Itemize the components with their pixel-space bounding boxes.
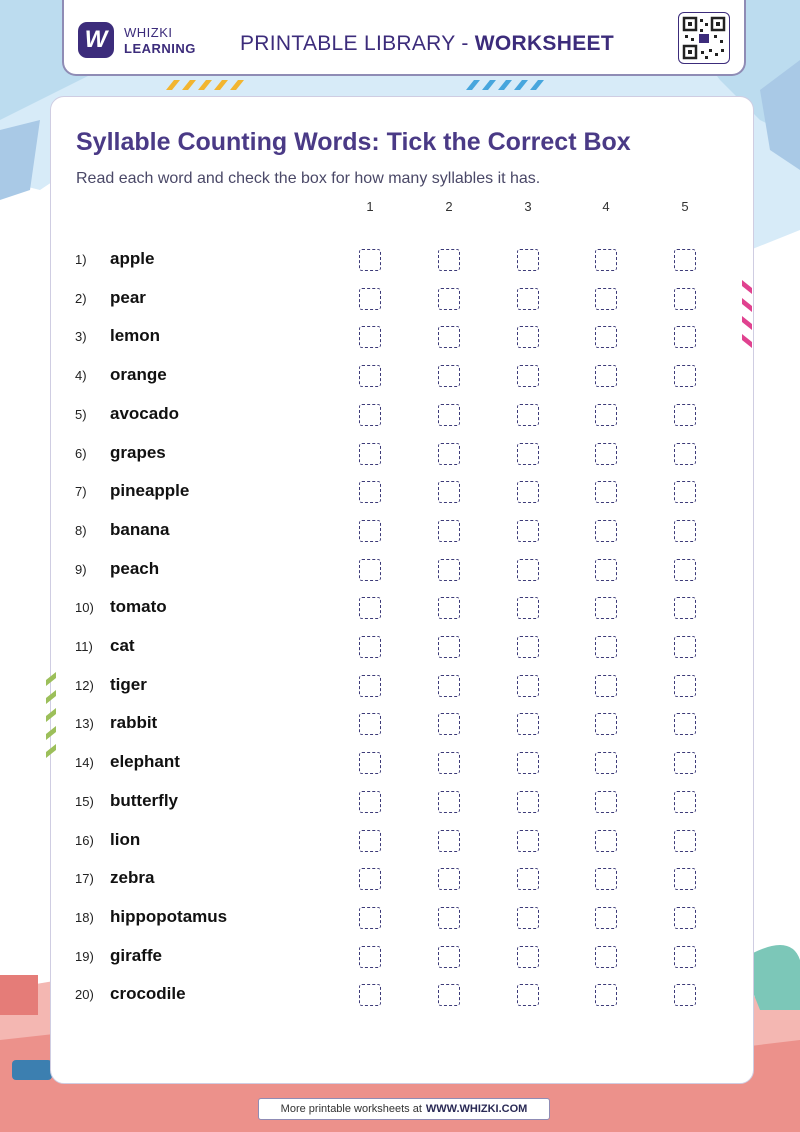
word-row (0, 555, 800, 585)
syllable-checkbox-3[interactable] (517, 404, 539, 426)
syllable-checkbox-5[interactable] (674, 326, 696, 348)
syllable-checkbox-4[interactable] (595, 907, 617, 929)
syllable-checkbox-4[interactable] (595, 946, 617, 968)
row-number: 18) (75, 909, 94, 925)
syllable-checkbox-2[interactable] (438, 868, 460, 890)
row-number: 17) (75, 871, 94, 887)
word-label: lemon (110, 326, 161, 346)
row-number: 9) (75, 561, 87, 577)
syllable-checkbox-4[interactable] (595, 288, 617, 310)
syllable-checkbox-1[interactable] (359, 907, 381, 929)
syllable-checkbox-5[interactable] (674, 946, 696, 968)
word-label: elephant (110, 752, 180, 772)
row-number: 10) (75, 600, 94, 616)
syllable-checkbox-2[interactable] (438, 675, 460, 697)
syllable-checkbox-3[interactable] (517, 520, 539, 542)
brand-line-2: LEARNING (124, 41, 196, 56)
row-number: 2) (75, 290, 87, 306)
word-row (0, 903, 800, 933)
syllable-checkbox-4[interactable] (595, 752, 617, 774)
word-row (0, 709, 800, 739)
footer-link[interactable] (258, 1098, 550, 1120)
footer-site[interactable]: WWW.WHIZKI.COM (425, 1103, 528, 1115)
column-header-1: 1 (366, 199, 374, 214)
syllable-checkbox-1[interactable] (359, 326, 381, 348)
word-row (0, 787, 800, 817)
syllable-checkbox-1[interactable] (359, 791, 381, 813)
syllable-checkbox-2[interactable] (438, 326, 460, 348)
word-row (0, 671, 800, 701)
word-label: cat (110, 636, 135, 655)
row-number: 19) (75, 948, 94, 964)
syllable-checkbox-3[interactable] (517, 597, 539, 619)
syllable-checkbox-5[interactable] (674, 713, 696, 735)
syllable-checkbox-2[interactable] (438, 636, 460, 658)
syllable-checkbox-5[interactable] (674, 636, 696, 658)
syllable-checkbox-4[interactable] (595, 249, 617, 271)
syllable-checkbox-4[interactable] (595, 365, 617, 387)
row-number: 3) (75, 329, 87, 345)
word-label: apple (110, 249, 155, 268)
word-row (0, 361, 800, 391)
syllable-checkbox-3[interactable] (517, 365, 539, 387)
syllable-checkbox-1[interactable] (359, 559, 381, 581)
syllable-checkbox-2[interactable] (438, 946, 460, 968)
syllable-checkbox-3[interactable] (517, 752, 539, 774)
word-label: zebra (110, 868, 155, 888)
syllable-checkbox-5[interactable] (674, 481, 696, 503)
row-number: 15) (75, 793, 94, 809)
column-header-2: 2 (445, 199, 453, 214)
syllable-checkbox-2[interactable] (438, 288, 460, 310)
word-row (0, 245, 800, 275)
syllable-checkbox-3[interactable] (517, 907, 539, 929)
syllable-checkbox-3[interactable] (517, 675, 539, 697)
brand-line-1: WHIZKI (124, 25, 173, 40)
syllable-checkbox-1[interactable] (359, 520, 381, 542)
syllable-checkbox-2[interactable] (438, 713, 460, 735)
syllable-checkbox-2[interactable] (438, 752, 460, 774)
word-row (0, 593, 800, 623)
word-row (0, 439, 800, 469)
word-row (0, 322, 800, 352)
syllable-checkbox-4[interactable] (595, 713, 617, 735)
syllable-checkbox-5[interactable] (674, 907, 696, 929)
syllable-checkbox-1[interactable] (359, 675, 381, 697)
syllable-checkbox-3[interactable] (517, 249, 539, 271)
row-number: 6) (75, 445, 87, 461)
word-label: lion (110, 829, 141, 849)
syllable-checkbox-1[interactable] (359, 984, 381, 1006)
syllable-checkbox-5[interactable] (674, 868, 696, 890)
word-label: avocado (110, 403, 179, 423)
syllable-checkbox-5[interactable] (674, 597, 696, 619)
column-header-5: 5 (681, 199, 689, 214)
qr-code-graphic (679, 13, 729, 63)
word-label: pineapple (110, 481, 190, 501)
word-row (0, 632, 800, 662)
word-label: tomato (110, 597, 167, 617)
word-label: pear (110, 287, 146, 307)
syllable-checkbox-5[interactable] (674, 365, 696, 387)
syllable-checkbox-1[interactable] (359, 481, 381, 503)
syllable-checkbox-2[interactable] (438, 907, 460, 929)
word-label: peach (110, 558, 160, 578)
syllable-checkbox-4[interactable] (595, 675, 617, 697)
syllable-checkbox-1[interactable] (359, 288, 381, 310)
syllable-checkbox-5[interactable] (674, 984, 696, 1006)
syllable-checkbox-1[interactable] (359, 636, 381, 658)
syllable-checkbox-1[interactable] (359, 365, 381, 387)
syllable-checkbox-3[interactable] (517, 443, 539, 465)
column-header-3: 3 (524, 199, 532, 214)
row-number: 14) (75, 755, 94, 771)
yellow-stripe-decoration (162, 80, 252, 92)
syllable-checkbox-5[interactable] (674, 675, 696, 697)
syllable-checkbox-1[interactable] (359, 713, 381, 735)
syllable-checkbox-2[interactable] (438, 443, 460, 465)
syllable-checkbox-5[interactable] (674, 288, 696, 310)
syllable-checkbox-4[interactable] (595, 791, 617, 813)
syllable-checkbox-3[interactable] (517, 326, 539, 348)
row-number: 11) (75, 639, 93, 654)
word-row (0, 477, 800, 507)
syllable-checkbox-1[interactable] (359, 404, 381, 426)
word-label: butterfly (110, 790, 178, 810)
word-row (0, 864, 800, 894)
syllable-checkbox-1[interactable] (359, 830, 381, 852)
syllable-checkbox-4[interactable] (595, 559, 617, 581)
word-row (0, 942, 800, 972)
syllable-checkbox-3[interactable] (517, 830, 539, 852)
syllable-checkbox-4[interactable] (595, 326, 617, 348)
syllable-checkbox-2[interactable] (438, 481, 460, 503)
syllable-checkbox-3[interactable] (517, 946, 539, 968)
syllable-checkbox-2[interactable] (438, 404, 460, 426)
whizki-logo-icon[interactable]: W (78, 22, 114, 58)
worksheet-title: Syllable Counting Words: Tick the Correct Box (76, 128, 631, 156)
syllable-checkbox-3[interactable] (517, 636, 539, 658)
qr-code-icon[interactable] (678, 12, 730, 64)
row-number: 1) (75, 252, 87, 267)
syllable-checkbox-2[interactable] (438, 520, 460, 542)
syllable-checkbox-5[interactable] (674, 520, 696, 542)
row-number: 4) (75, 368, 87, 384)
brand-name[interactable] (124, 25, 196, 57)
syllable-checkbox-1[interactable] (359, 443, 381, 465)
syllable-checkbox-2[interactable] (438, 365, 460, 387)
worksheet-instructions: Read each word and check the box for how many syllables it has. (76, 170, 541, 187)
row-number: 5) (75, 406, 87, 422)
syllable-checkbox-4[interactable] (595, 868, 617, 890)
syllable-checkbox-1[interactable] (359, 946, 381, 968)
footer-prefix: More printable worksheets at (280, 1103, 422, 1115)
header-title-emphasis: WORKSHEET (474, 32, 614, 55)
row-number: 12) (75, 677, 94, 693)
blue-stripe-decoration (462, 80, 552, 92)
word-label: giraffe (110, 945, 162, 965)
syllable-checkbox-4[interactable] (595, 481, 617, 503)
header-title-prefix: PRINTABLE LIBRARY - (240, 32, 475, 55)
row-number: 20) (75, 987, 94, 1003)
syllable-checkbox-4[interactable] (595, 520, 617, 542)
syllable-checkbox-5[interactable] (674, 830, 696, 852)
site-header (62, 0, 746, 76)
word-label: orange (110, 365, 167, 385)
syllable-checkbox-3[interactable] (517, 559, 539, 581)
word-label: grapes (110, 442, 166, 462)
syllable-checkbox-5[interactable] (674, 791, 696, 813)
syllable-checkbox-2[interactable] (438, 984, 460, 1006)
syllable-checkbox-4[interactable] (595, 830, 617, 852)
syllable-checkbox-1[interactable] (359, 752, 381, 774)
word-row (0, 826, 800, 856)
syllable-checkbox-2[interactable] (438, 597, 460, 619)
syllable-checkbox-3[interactable] (517, 984, 539, 1006)
syllable-checkbox-5[interactable] (674, 443, 696, 465)
row-number: 13) (75, 716, 94, 732)
syllable-checkbox-2[interactable] (438, 791, 460, 813)
word-row (0, 980, 800, 1010)
syllable-checkbox-5[interactable] (674, 752, 696, 774)
syllable-checkbox-1[interactable] (359, 249, 381, 271)
word-label: hippopotamus (110, 906, 228, 926)
word-row (0, 748, 800, 778)
syllable-checkbox-3[interactable] (517, 481, 539, 503)
syllable-checkbox-5[interactable] (674, 559, 696, 581)
syllable-checkbox-3[interactable] (517, 791, 539, 813)
syllable-checkbox-4[interactable] (595, 984, 617, 1006)
syllable-checkbox-3[interactable] (517, 868, 539, 890)
syllable-checkbox-4[interactable] (595, 443, 617, 465)
syllable-checkbox-2[interactable] (438, 559, 460, 581)
syllable-checkbox-3[interactable] (517, 713, 539, 735)
syllable-checkbox-4[interactable] (595, 636, 617, 658)
word-row (0, 516, 800, 546)
syllable-checkbox-4[interactable] (595, 597, 617, 619)
row-number: 8) (75, 522, 87, 538)
syllable-checkbox-3[interactable] (517, 288, 539, 310)
header-title (240, 32, 614, 56)
word-row (0, 400, 800, 430)
word-row (0, 284, 800, 314)
syllable-checkbox-2[interactable] (438, 830, 460, 852)
syllable-checkbox-1[interactable] (359, 868, 381, 890)
word-label: tiger (110, 674, 147, 694)
syllable-checkbox-1[interactable] (359, 597, 381, 619)
row-number: 7) (75, 484, 87, 500)
word-label: rabbit (110, 713, 158, 733)
row-number: 16) (75, 832, 94, 848)
syllable-checkbox-2[interactable] (438, 249, 460, 271)
word-label: crocodile (110, 984, 186, 1004)
column-header-4: 4 (602, 199, 610, 214)
syllable-checkbox-5[interactable] (674, 404, 696, 426)
syllable-checkbox-5[interactable] (674, 249, 696, 271)
syllable-checkbox-4[interactable] (595, 404, 617, 426)
word-label: banana (110, 519, 170, 539)
